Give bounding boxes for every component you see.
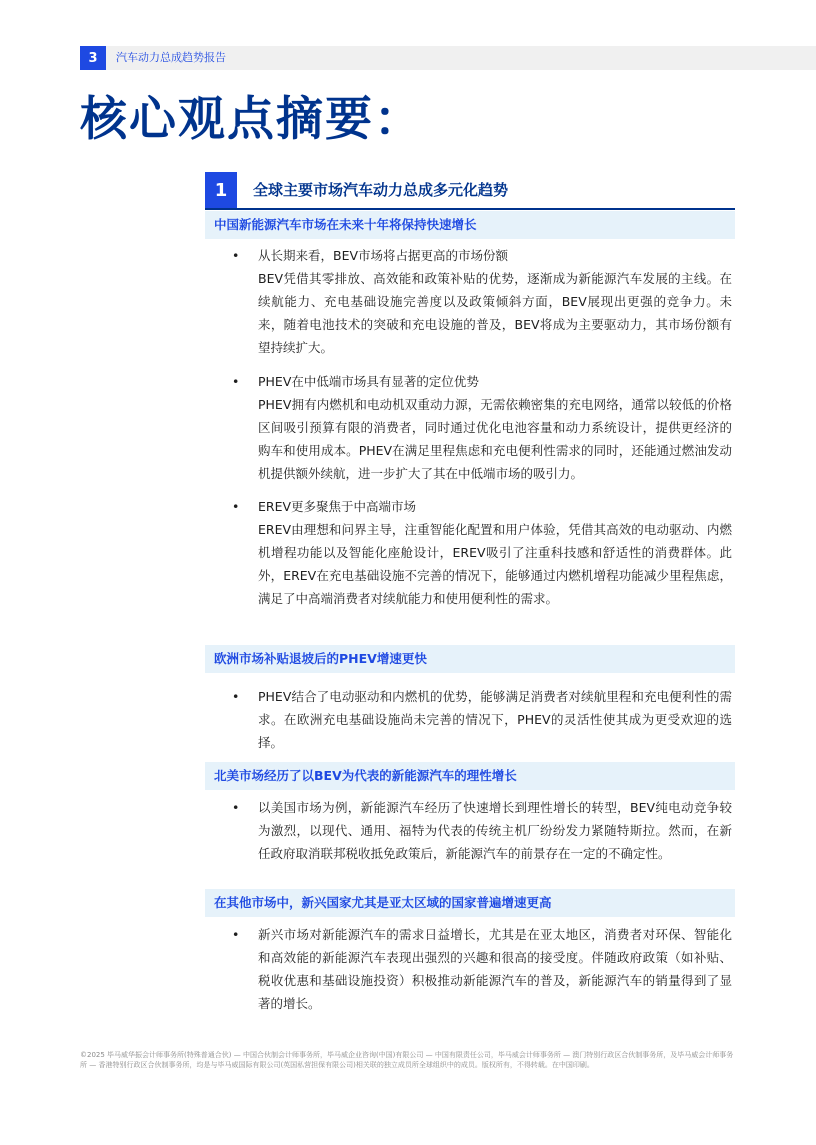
section-number: 1 — [205, 172, 237, 208]
section-divider — [205, 208, 735, 210]
bullet-icon: • — [232, 499, 240, 514]
section-title: 全球主要市场汽车动力总成多元化趋势 — [253, 181, 509, 199]
list-item — [232, 244, 732, 359]
subsection-heading-europe — [205, 645, 735, 673]
bullet-body: BEV凭借其零排放、高效能和政策补贴的优势，逐渐成为新能源汽车发展的主线。在续航能力、充电基础设施完善度以及政策倾斜方面，BEV展现出更强的竞争力。未来，随着电池技术的突破和充电设施的普及，BEV将成为主要驱动力，其市场份额有望持续扩大。 — [258, 271, 732, 355]
bullet-body: 新兴市场对新能源汽车的需求日益增长，尤其是在亚太地区，消费者对环保、智能化和高效能的新能源汽车表现出强烈的兴趣和很高的接受度。伴随政府政策（如补贴、税收优惠和基础设施投资）积极推动新能源汽车的普及，新能源汽车的销量得到了显著的增长。 — [258, 927, 732, 1011]
bullet-icon: • — [232, 689, 240, 704]
subsection-heading-other-markets — [205, 889, 735, 917]
bullet-title: PHEV在中低端市场具有显著的定位优势 — [258, 374, 479, 389]
list-item — [232, 495, 732, 610]
list-item — [232, 685, 732, 754]
subsection-heading-china — [205, 211, 735, 239]
subsection-heading-north-america — [205, 762, 735, 790]
copyright-footer: ©2025 毕马威华振会计师事务所(特殊普通合伙) — 中国合伙制会计师事务所，毕马威企业咨询(中国)有限公司 — 中国有限责任公司，毕马威会计师事务所 — 澳门特别行政区合伙制事务所，及毕马威会计师事务所 — 香港特别行政区合伙制事务所，均是与毕马威国际有限公司(英国私营担保有限公司)相关联的独立成员所全球组织中的成员。版权所有，不得转载。在中国印刷。 — [80, 1051, 734, 1069]
list-item — [232, 370, 732, 485]
list-item — [232, 923, 732, 1015]
bullet-title: EREV更多聚焦于中高端市场 — [258, 499, 417, 514]
subsection-heading-text: 欧洲市场补贴退坡后的PHEV增速更快 — [214, 651, 427, 666]
subsection-heading-text: 北美市场经历了以BEV为代表的新能源汽车的理性增长 — [214, 768, 517, 783]
subsection-heading-text: 中国新能源汽车市场在未来十年将保持快速增长 — [214, 217, 477, 232]
bullet-icon: • — [232, 374, 240, 389]
bullet-body: PHEV结合了电动驱动和内燃机的优势，能够满足消费者对续航里程和充电便利性的需求。在欧洲充电基础设施尚未完善的情况下，PHEV的灵活性使其成为更受欢迎的选择。 — [258, 689, 732, 750]
bullet-icon: • — [232, 927, 240, 942]
bullet-body: 以美国市场为例，新能源汽车经历了快速增长到理性增长的转型，BEV纯电动竞争较为激烈，以现代、通用、福特为代表的传统主机厂纷纷发力紧随特斯拉。然而，在新任政府取消联邦税收抵免政策后，新能源汽车的前景存在一定的不确定性。 — [258, 800, 732, 861]
page-title: 核心观点摘要： — [80, 92, 423, 147]
bullet-body: EREV由理想和问界主导，注重智能化配置和用户体验，凭借其高效的电动驱动、内燃机增程功能以及智能化座舱设计，EREV吸引了注重科技感和舒适性的消费群体。此外，EREV在充电基础设施不完善的情况下，能够通过内燃机增程功能减少里程焦虑，满足了中高端消费者对续航能力和使用便利性的需求。 — [258, 522, 732, 606]
list-item — [232, 796, 732, 865]
bullet-icon: • — [232, 800, 240, 815]
section-header — [205, 172, 735, 208]
bullet-icon: • — [232, 248, 240, 263]
report-title: 汽车动力总成趋势报告 — [116, 51, 226, 64]
subsection-heading-text: 在其他市场中，新兴国家尤其是亚太区域的国家普遍增速更高 — [214, 895, 552, 910]
page-number: 3 — [80, 46, 106, 70]
bullet-title: 从长期来看，BEV市场将占据更高的市场份额 — [258, 248, 509, 263]
bullet-body: PHEV拥有内燃机和电动机双重动力源，无需依赖密集的充电网络，通常以较低的价格区间吸引预算有限的消费者，同时通过优化电池容量和动力系统设计，提供更经济的购车和使用成本。PHEV在满足里程焦虑和充电便利性需求的同时，还能通过燃油发动机提供额外续航，进一步扩大了其在中低端市场的吸引力。 — [258, 397, 732, 481]
